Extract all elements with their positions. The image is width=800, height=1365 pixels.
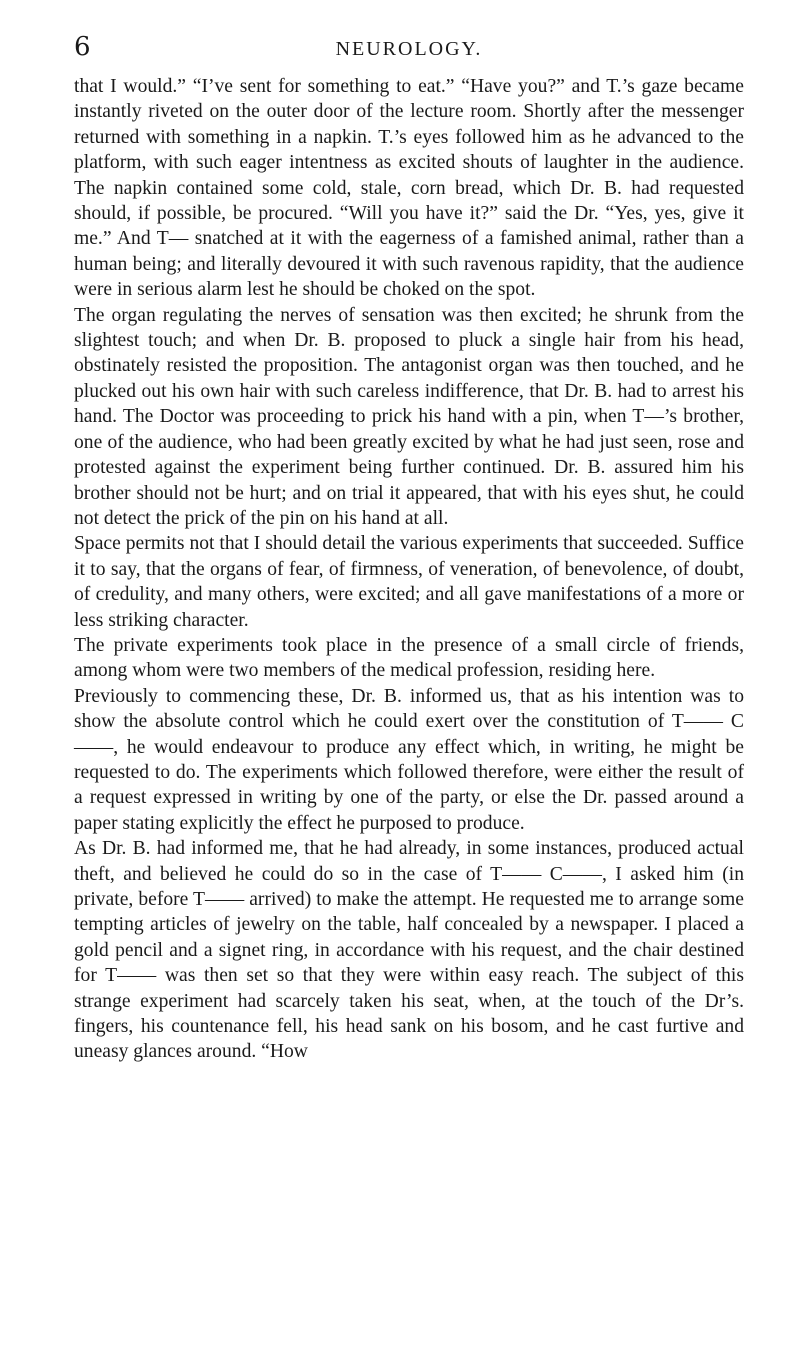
body-text [74,74,744,1065]
running-head [74,28,744,68]
paragraph-5: Previously to commencing these, Dr. B. informed us, that as his intention was to show the absolute control which he could exert over the constitution of T—— C——, he would endeavour to produce any effect which, in writing, he might be requested to do. The experiments which followed therefore, were either the result of a request expressed in writing by one of the party, or else the Dr. passed around a paper stating explicitly the effect he purposed to produce. [74,685,744,834]
paragraph-4: The private experiments took place in the presence of a small circle of friends, among whom were two members of the medical profession, residing here. [74,634,744,682]
paragraph-6: As Dr. B. had informed me, that he had already, in some instances, produced actual theft, and believed he could do so in the case of T—— C——, I asked him (in private, before T—— arrived) to make the attempt. He requested me to arrange some tempting articles of jewelry on the table, half concealed by a newspaper. I placed a gold pencil and a signet ring, in accordance with his request, and the chair destined for T—— was then set so that they were within easy reach. The subject of this strange experiment had scarcely taken his seat, when, at the touch of the Dr’s. fingers, his countenance fell, his head sank on his bosom, and he cast furtive and uneasy glances around. “How [74,838,744,1063]
paragraph-3: Space permits not that I should detail the various experiments that succeeded. Suffice it to say, that the organs of fear, of firmness, of veneration, of benevolence, of doubt, of credulity, and many others, were excited; and all gave manifestations of a more or less striking character. [74,533,744,631]
paragraph-2: The organ regulating the nerves of sensation was then excited; he shrunk from the slightest touch; and when Dr. B. proposed to pluck a single hair from his head, obstinately resisted the proposition. The antagonist organ was then touched, and he plucked out his own hair with such careless indifference, that Dr. B. had to arrest his hand. The Doctor was proceeding to prick his hand with a pin, when T—’s brother, one of the audience, who had been greatly excited by what he had just seen, rose and protested against the experiment being further continued. Dr. B. assured him his brother should not be hurt; and on trial it appeared, that with his eyes shut, he could not detect the prick of the pin on his hand at all. [74,304,744,529]
running-title: NEUROLOGY. [335,38,483,60]
paragraph-1: that I would.” “I’ve sent for something to eat.” “Have you?” and T.’s gaze became instantly riveted on the outer door of the lecture room. Shortly after the messenger returned with something in a napkin. T.’s eyes followed him as he advanced to the platform, with such eager intentness as excited shouts of laughter in the audience. The napkin contained some cold, stale, corn bread, which Dr. B. had requested should, if possible, be procured. “Will you have it?” said the Dr. “Yes, yes, give it me.” And T— snatched at it with the eagerness of a famished animal, rather than a human being; and literally devoured it with such ravenous rapidity, that the audience were in serious alarm lest he should be choked on the spot. [74,76,744,301]
page-number: 6 [74,32,93,62]
